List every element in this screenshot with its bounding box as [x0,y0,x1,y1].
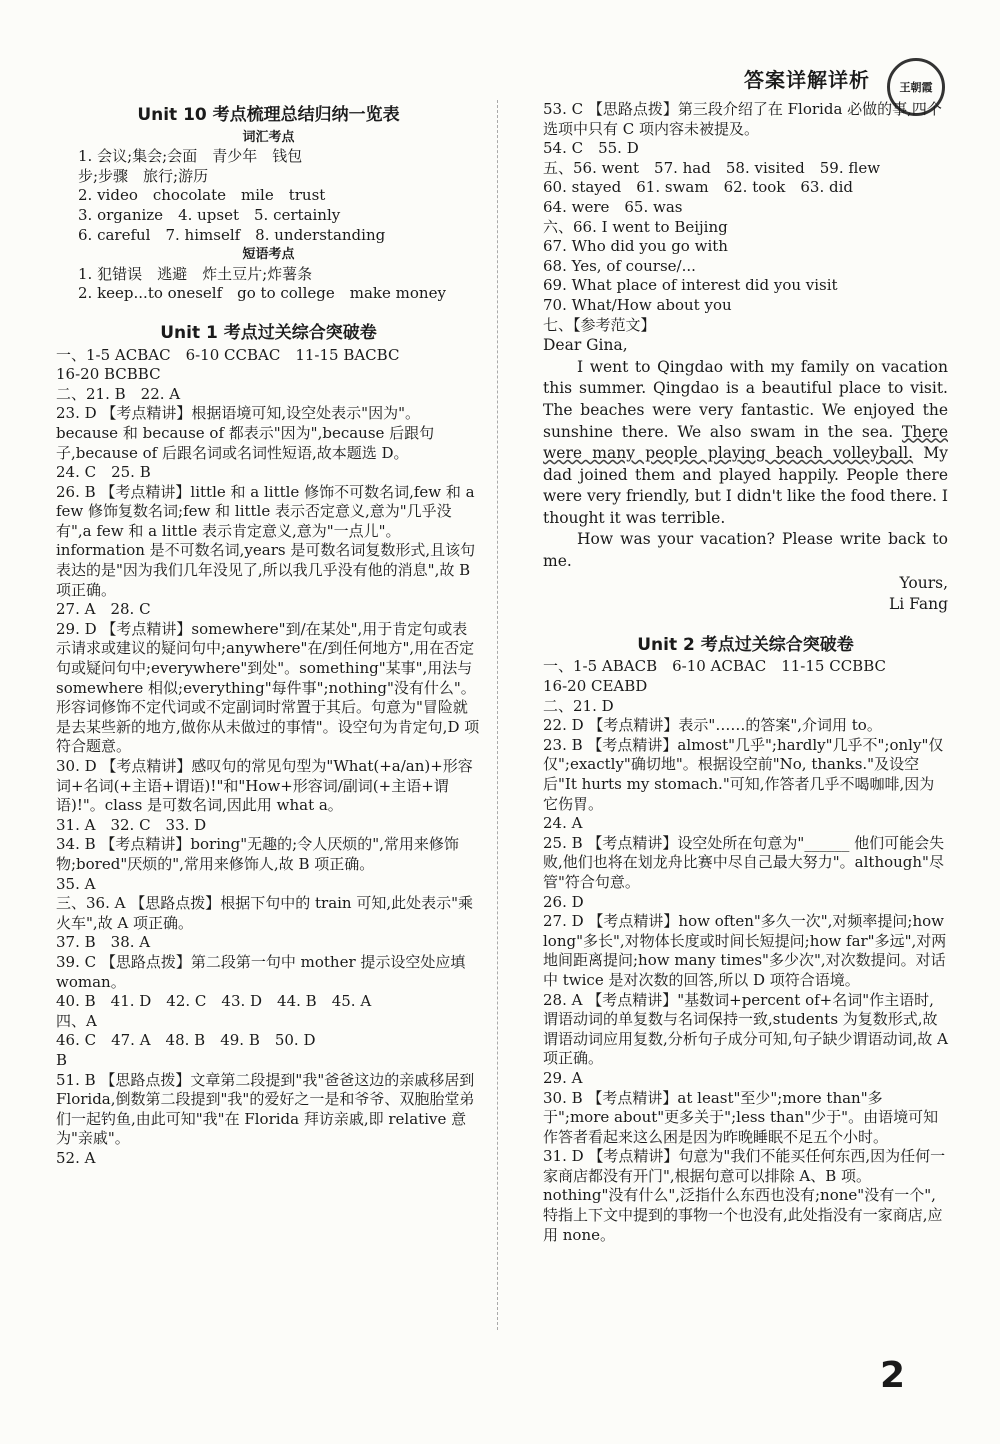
answer-line: 二、21. D [543,696,614,715]
answer-line: 七、【参考范文】 [543,315,656,334]
answer-line: 一、1-5 ACBAC 6-10 CCBAC 11-15 BACBC [56,345,400,364]
unit1-title: Unit 1 考点过关综合突破卷 [160,322,377,343]
logo-text: 王朝霞 [899,81,933,94]
answer-line: 23. B 【考点精讲】almost"几乎";hardly"几乎不";only"仅仅";exactly"确切地"。根据设空前"No, thanks."及设空后"It hurts my stomach."可知,作答者几乎不喝咖啡,因为它伤胃。 [543,735,944,813]
essay-name: Li Fang [888,595,948,614]
answer-line: 二、21. B 22. A [56,384,181,403]
answer-line: 31. D 【考点精讲】句意为"我们不能买任何东西,因为任何一家商店都没有开门",根据句意可以排除 A、B 项。nothing"没有什么",泛指什么东西也没有;none"没有一个",特指上下文中提到的事物一个也没有,此处指没有一家商店,应用 none。 [543,1147,946,1244]
answer-line: 52. A [56,1148,96,1167]
vocab-list [56,147,481,245]
answer-line: 6. careful 7. himself 8. understanding [78,225,386,244]
answer-line: 29. A [543,1068,583,1087]
answer-line: 五、56. went 57. had 58. visited 59. flew [543,158,881,177]
header-title: 答案详解详析 [744,68,870,92]
answer-line: 37. B 38. A [56,933,151,952]
answer-line: 1. 犯错误 逃避 炸土豆片;炸薯条 [78,264,313,283]
answer-line: 51. B 【思路点拨】文章第二段提到"我"爸爸这边的亲戚移居到 Florida,倒数第二段提到"我"的爱好之一是和爷爷、双胞胎堂弟们一起钓鱼,由此可知"我"在 Florida 拜访亲戚,即 relative 意为"亲戚"。 [56,1070,479,1148]
phrase-list [56,265,481,304]
answer-line: 35. A [56,874,96,893]
answer-line: 四、A [56,1011,97,1030]
answer-line: 30. D 【考点精讲】感叹句的常见句型为"What(+a/an)+形容词+名词(+主语+谓语)!"和"How+形容词/副词(+主语+谓语)!"。class 是可数名词,因此用 what a。 [56,757,473,815]
sample-essay [543,335,948,616]
answer-line: 16-20 CEABD [543,677,648,696]
answer-line: 23. D 【考点精讲】根据语境可知,设空处表示"因为"。because 和 because of 都表示"因为",because 后跟句子,because of 后跟名词或名词性短语,故本题选 D。 [56,404,435,462]
answer-line: 2. keep...to oneself go to college make money [78,284,446,303]
answer-line: 67. Who did you go with [543,237,728,256]
answer-line: 25. B 【考点精讲】设空处所在句意为"______ 他们可能会失败,他们也将在划龙舟比赛中尽自己最大努力"。although"尽管"符合句意。 [543,833,945,891]
page-number: 2 [880,1355,906,1396]
answer-line: B [56,1050,68,1069]
unit2-answers [543,657,953,1245]
answer-line: 26. D [543,892,584,911]
essay-paragraph-2: How was your vacation? Please write back to me. [543,530,948,571]
answer-line: 一、1-5 ABACB 6-10 ACBAC 11-15 CCBBC [543,657,886,676]
answer-line: 28. A 【考点精讲】"基数词+percent of+名词"作主语时,谓语动词的单复数与名词保持一致,students 为复数形式,故谓语动词应用复数,分析句子成分可知,句子缺少谓语动词,故 A 项正确。 [543,990,953,1068]
answer-line: 46. C 47. A 48. B 49. B 50. D [56,1031,316,1050]
answer-line: 29. D 【考点精讲】somewhere"到/在某处",用于肯定句或表示请求或建议的疑问句中;anywhere"在/到任何地方",用在否定句或疑问句中;everywhere"到处"。something"某事",用法与 somewhere 相似;everything"每件事";nothing"没有什么"。形容词修饰不定代词或不定副词时常置于其后。句意为"冒险就是去某些新的地方,做你从未做过的事情"。设空句为肯定句,D 项符合题意。 [56,619,480,756]
vocab-title: 词汇考点 [242,129,295,145]
answer-line: 39. C 【思路点拨】第二段第一句中 mother 提示设空处应填 woman。 [56,952,471,991]
essay-text: My dad joined them and played happily. People there were very friendly, but I didn't like the food there. I thought it was terrible. [543,444,948,527]
essay-closing: Yours, [899,573,948,592]
answer-line: 2. video chocolate mile trust [78,186,326,205]
answer-line: 24. C 25. B [56,463,151,482]
answer-line: 三、36. A 【思路点拨】根据下句中的 train 可知,此处表示"乘火车",故 A 项正确。 [56,894,474,932]
answer-line: 3. organize 4. upset 5. certainly [78,205,341,224]
answer-line: 64. were 65. was [543,197,683,216]
answer-line: 六、66. I went to Beijing [543,217,728,236]
essay-paragraph-1 [543,357,948,530]
left-column [56,100,481,1168]
unit1-answers [56,346,481,1169]
answer-line: 54. C 55. D [543,139,639,158]
unit10-title: Unit 10 考点梳理总结归纳一览表 [137,105,400,125]
answer-line: 34. B 【考点精讲】boring"无趣的;令人厌烦的",常用来修饰物;bored"厌烦的",常用来修饰人,故 B 项正确。 [56,835,459,873]
right-column [543,100,953,1245]
answer-line: 40. B 41. D 42. C 43. D 44. B 45. A [56,992,372,1011]
answer-line: 22. D 【考点精讲】表示"……的答案",介词用 to。 [543,716,882,735]
answer-line: 1. 会议;集会;会面 青少年 钱包 [78,147,303,166]
unit2-title: Unit 2 考点过关综合突破卷 [637,634,854,655]
phrase-title: 短语考点 [242,247,295,263]
answer-line: 26. B 【考点精讲】little 和 a little 修饰不可数名词,few 和 a few 修饰复数名词;few 和 little 表示否定意义,意为"几乎没有",a few 和 a little 表示肯定意义,意为"一点儿"。information 是不可数名词,years 是可数名词复数形式,且该句表达的是"因为我们几年没见了,所以我几乎没有他的消息",故 B 项正确。 [56,482,480,599]
essay-greeting: Dear Gina, [543,336,628,355]
answer-line: 16-20 BCBBC [56,365,161,384]
answer-line: 27. A 28. C [56,600,151,619]
answer-line: 24. A [543,814,583,833]
column-divider [497,100,498,1330]
answer-line: 68. Yes, of course/... [543,256,696,275]
answer-line: 31. A 32. C 33. D [56,815,207,834]
answer-line: 步;步骤 旅行;游历 [78,166,209,185]
answer-line: 70. What/How about you [543,295,732,314]
answer-line: 27. D 【考点精讲】how often"多久一次",对频率提问;how long"多长",对物体长度或时间长短提问;how far"多远",对两地间距离提问;how many times"多少次",对次数提问。对话中 twice 是对次数的回答,所以 D 项符合语境。 [543,912,949,989]
answer-line: 69. What place of interest did you visit [543,276,838,295]
answer-line: 60. stayed 61. swam 62. took 63. did [543,178,853,197]
unit1-answers-continued [543,100,948,335]
answer-line: 53. C 【思路点拨】第三段介绍了在 Florida 必做的事,四个选项中只有 C 项内容未被提及。 [543,100,942,138]
essay-highlight: There were many people playing beach volleyball. [543,422,948,463]
essay-text: I went to Qingdao with my family on vacation this summer. Qingdao is a beautiful place to visit. The beaches were very fantastic. We enjoyed the sunshine there. We also swam in the sea. [543,357,948,441]
answer-line: 30. B 【考点精讲】at least"至少";more than"多于";more about"更多关于";less than"少于"。由语境可知作答者看起来这么困是因为昨晚睡眠不足五个小时。 [543,1088,939,1146]
